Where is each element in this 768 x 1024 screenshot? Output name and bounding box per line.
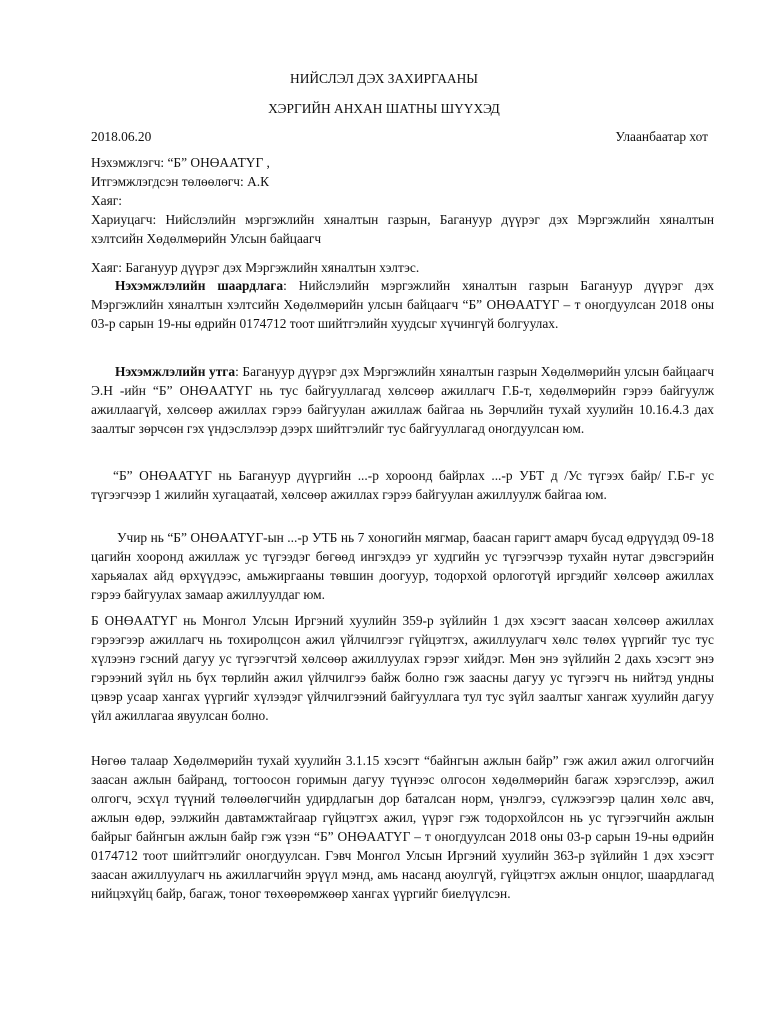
document-place: Улаанбаатар хот xyxy=(615,129,708,144)
claim-paragraph xyxy=(91,276,714,333)
parties-block xyxy=(91,153,714,277)
claim-text: : Нийслэлийн мэргэжлийн хяналтын газрын Багануур дүүрэг дэх Мэргэжлийн хяналтын хэлтсийн Хөдөлмөрийн улсын байцаагч “Б” ОНӨААТҮГ – т оногдуулсан 2018 оны 03-р сарын 19-ны өдрийн 0174712 тоот шийтгэлийн хуудсыг хүчингүй болгуулах. xyxy=(91,278,714,331)
court-name-line2: ХЭРГИЙН АНХАН ШАТНЫ ШҮҮХЭД xyxy=(268,101,500,116)
claim-heading: Нэхэмжлэлийн шаардлага xyxy=(115,278,284,293)
defendant-line: Хариуцагч: Нийслэлийн мэргэжлийн хяналтын газрын, Багануур дүүрэг дэх Мэргэжлийн хяналтын хэлтсийн Хөдөлмөрийн Улсын байцаагч xyxy=(91,212,714,246)
plaintiff-line: Нэхэмжлэгч: “Б” ОНӨААТҮГ , xyxy=(91,155,270,170)
paragraph-3: Б ОНӨААТҮГ нь Монгол Улсын Иргэний хуулийн 359-р зүйлийн 1 дэх хэсэгт заасан хөлсөөр ажиллах гэрээгээр ажиллагч нь тохиролцсон ажил үйлчилгээг гүйцэтгэх, ажиллуулагч хөлс төлөх үүргийг тус тус хүлээнэ гэсний дагуу ус түгээгчтэй хөлсөөр ажиллуулах гэрээг хийдэг. Мөн энэ зүйлийн 2 дахь хэсэгт энэ гэрээний зүйл нь бүх төрлийн ажил үйлчилгээ байж болно гэж заасны дагуу ус түгээгч нь нийтэд ундны цэвэр усаар хангах үүргийг хүлээдэг үйлчилгээний байгууллага тул тус зүйл заалтыг хангаж хуулийн дагуу үйл ажиллагаа явуулсан болно. xyxy=(91,613,714,723)
representative-line: Итгэмжлэгдсэн төлөөлөгч: А.К xyxy=(91,174,270,189)
essence-text: : Багануур дүүрэг дэх Мэргэжлийн хяналтын газрын Хөдөлмөрийн улсын байцаагч Э.Н -ийн “Б” ОНӨААТҮГ нь тус байгууллагад хөлсөөр ажиллагч Г.Б-т, хөдөлмөрийн гэрээ байгуулж ажиллаагүй, хөлсөөр ажиллах гэрээ байгуулан ажиллаж байгаа нь Зөрчлийн тухай хуулийн 10.16.4.3 дах заалтыг зөрчсөн гэх үндэслэлээр дээрх шийтгэлийг тус байгууллагад оногдуулсан юм. xyxy=(91,364,715,436)
document-date: 2018.06.20 xyxy=(91,129,152,144)
court-name-line1: НИЙСЛЭЛ ДЭХ ЗАХИРГААНЫ xyxy=(290,71,478,86)
defendant-address-line: Хаяг: Багануур дүүрэг дэх Мэргэжлийн хяналтын хэлтэс. xyxy=(91,260,420,275)
plaintiff-address-line: Хаяг: xyxy=(91,193,122,208)
paragraph-4: Нөгөө талаар Хөдөлмөрийн тухай хуулийн 3.1.15 хэсэгт “байнгын ажлын байр” гэж ажил ажил олгогчийн заасан ажлын байранд, тогтоосон горимын дагуу түүнээс олгосон хөдөлмөрийн багаж хэрэгслээр, ажил олгогч, эсхүл түүний төлөөлөгчийн удирдлагын дор баталсан норм, үнэлгээ, сүлжээгээр цалин хөлс авч, ажлын өдөр, ээлжийн давтамжтайгаар гүйцэтгэх ажил, үүрэг гэж тодорхойлсон нь ус түгээгчийн ажлын байрыг байнгын ажлын байр гэж үзэн “Б” ОНӨААТҮГ – т оногдуулсан 2018 оны 03-р сарын 19-ны өдрийн 0174712 тоот шийтгэлийг оногдуулсан. Гэвч Монгол Улсын Иргэний хуулийн 363-р зүйлийн 1 дэх хэсэгт заасан ажиллуулагч нь ажиллагчийн эрүүл мэнд, амь насанд аюулгүй, гүйцэтгэх ажлын онцлог, шаардлагад нийцэхүйц байр, багаж, тоног төхөөрөмжөөр хангах үүргийг биелүүлсэн. xyxy=(91,753,714,901)
essence-heading: Нэхэмжлэлийн утга xyxy=(115,364,236,379)
date-place-row xyxy=(91,127,708,146)
paragraph-2: Учир нь “Б” ОНӨААТҮГ-ын ...-р УТБ нь 7 хоногийн мягмар, баасан гаригт амарч бусад өдрүүдэд 09-18 цагийн хооронд ажиллаж ус түгээдэг бөгөөд ингэхдээ уг худгийн ус түгээгчээр тухайн нутаг дэвсгэрийн харьяалах айд өрхүүдээс, амьжиргааны төвшин доогуур, тодорхой орлоготүй иргэдийг хөлсөөр ажиллах гэрээ байгуулах замаар ажиллуулдаг юм. xyxy=(91,530,714,602)
paragraph-1: “Б” ОНӨААТҮГ нь Багануур дүүргийн ...-р хороонд байрлах ...-р УБТ д /Ус түгээх байр/ Г.Б-г ус түгээгчээр 1 жилийн хугацаатай, хөлсөөр ажиллах гэрээ байгуулан ажиллуулж байгаа юм. xyxy=(91,468,714,502)
essence-paragraph xyxy=(91,362,714,438)
